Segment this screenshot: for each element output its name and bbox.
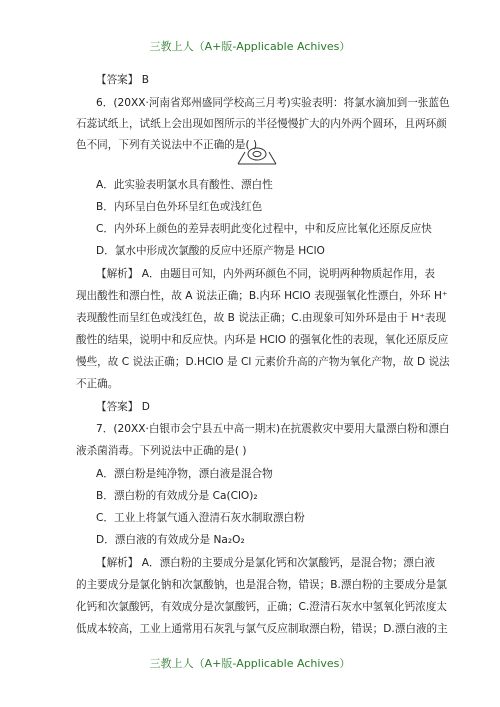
text-line: 7．(20XX·白银市会宁县五中高一期末)在抗震救灾中要用大量漂白粉和漂白 (96, 423, 450, 435)
text-line: 液杀菌消毒。下列说法中正确的是( ) (76, 445, 247, 457)
text-line: A．此实验表明氯水具有酸性、漂白性 (96, 179, 273, 191)
page-header: 三教上人（A+版-Applicable Achives） (149, 40, 351, 53)
text-line: C．工业上将氯气通入澄清石灰水制取漂白粉 (96, 512, 305, 524)
text-line: D．漂白液的有效成分是 Na₂O₂ (96, 534, 245, 546)
text-line: 化钙和次氯酸钙，有效成分是次氯酸钙，正确；C.澄清石灰水中氢氧化钙浓度太 (76, 601, 447, 613)
text-line: 6．(20XX·河南省郑州盛同学校高三月考)实验表明：将氯水滴加到一张蓝色 (96, 97, 450, 109)
text-line: D．氯水中形成次氯酸的反应中还原产物是 HClO (96, 245, 325, 257)
text-line: 表现酸性而呈红色或浅红色，故 B 说法正确；C.由现象可知外环是由于 H⁺表现 (76, 312, 447, 324)
text-line: 石蕊试纸上，试纸上会出现如图所示的半径慢慢扩大的内外两个圆环，且两环颜 (76, 118, 447, 130)
text-line: 酸性的结果，说明中和反应快。内环是 HClO 的强氧化性的表现，氧化还原反应 (76, 334, 449, 346)
text-line: 不正确。 (76, 378, 119, 390)
text-line: C．内外环上颜色的差异表明此变化过程中，中和反应比氧化还原反应快 (96, 223, 432, 235)
page-footer: 三教上人（A+版-Applicable Achives） (149, 657, 351, 670)
text-line: 慢些，故 C 说法正确；D.HClO 是 Cl 元素价升高的产物为氧化产物，故 D 说法 (76, 356, 450, 368)
text-line: 色不同，下列有关说法中不正确的是( ) (76, 139, 258, 151)
text-line: 的主要成分是氯化钠和次氯酸钠，也是混合物，错误；B.漂白粉的主要成分是氯 (76, 579, 447, 591)
ring-figure (236, 142, 278, 166)
text-line: 【解析】 A．由题目可知，内外两环颜色不同，说明两种物质起作用，表 (96, 268, 436, 280)
text-line: 【答案】 B (96, 74, 150, 86)
text-line: 【解析】 A．漂白粉的主要成分是氯化钙和次氯酸钙，是混合物；漂白液 (96, 557, 436, 569)
text-line: B．漂白粉的有效成分是 Ca(ClO)₂ (96, 490, 258, 502)
text-line: 现出酸性和漂白性，故 A 说法正确；B.内环 HClO 表现强氧化性漂白，外环 H⁺ (76, 290, 448, 302)
text-line: B．内环呈白色外环呈红色或浅红色 (96, 201, 263, 213)
text-line: 【答案】 D (96, 401, 150, 413)
text-line: A．漂白粉是纯净物，漂白液是混合物 (96, 468, 273, 480)
text-line: 低成本较高，工业上通常用石灰乳与氯气反应制取漂白粉，错误；D.漂白液的主 (76, 623, 448, 635)
